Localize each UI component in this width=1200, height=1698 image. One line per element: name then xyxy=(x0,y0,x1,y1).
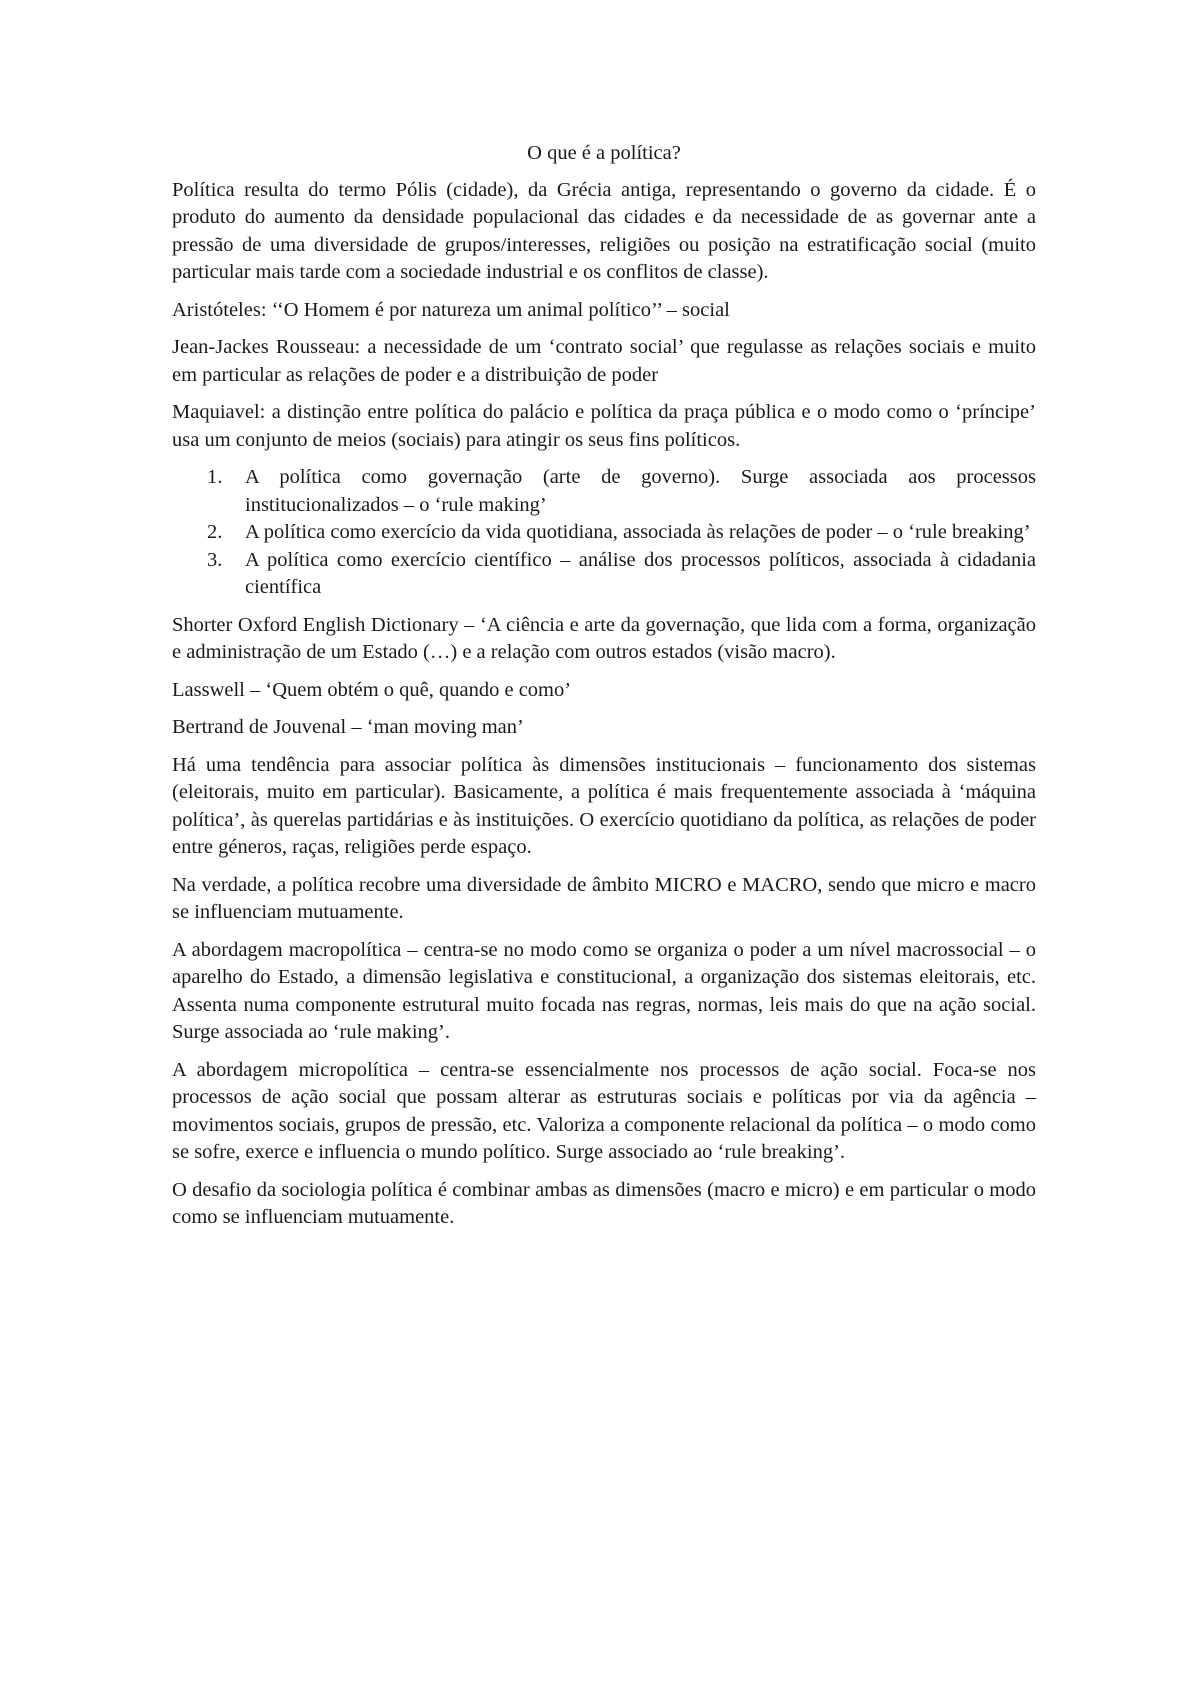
numbered-list xyxy=(172,464,1036,602)
document-page xyxy=(172,140,1036,1242)
list-item-text: A política como governação (arte de governo). Surge associada aos processos institucionalizados – o ‘rule making’ xyxy=(245,466,1036,516)
paragraph-tendencia: Há uma tendência para associar política às dimensões institucionais – funcionamento dos sistemas (eleitorais, muito em particular). Basicamente, a política é mais frequentemente associada à ‘máquina política’, às querelas partidárias e às instituições. O exercício quotidiano da política, as relações de poder entre géneros, raças, religiões perde espaço. xyxy=(172,753,1036,858)
list-item-number: 3. xyxy=(207,548,223,571)
paragraph-oxford: Shorter Oxford English Dictionary – ‘A ciência e arte da governação, que lida com a forma, organização e administração de um Estado (…) e a relação com outros estados (visão macro). xyxy=(172,613,1036,663)
paragraph-rousseau: Jean-Jackes Rousseau: a necessidade de um ‘contrato social’ que regulasse as relações sociais e muito em particular as relações de poder e a distribuição de poder xyxy=(172,336,1036,386)
paragraph-maquiavel: Maquiavel: a distinção entre política do palácio e política da praça pública e o modo como o ‘príncipe’ usa um conjunto de meios (sociais) para atingir os seus fins políticos. xyxy=(172,401,1036,451)
paragraph-micro-macro: Na verdade, a política recobre uma diversidade de âmbito MICRO e MACRO, sendo que micro e macro se influenciam mutuamente. xyxy=(172,873,1036,923)
list-item xyxy=(172,547,1036,602)
document-title: O que é a política? xyxy=(527,142,681,164)
list-item xyxy=(172,519,1036,547)
list-item-text: A política como exercício da vida quotidiana, associada às relações de poder – o ‘rule breaking’ xyxy=(245,521,1031,543)
list-item-number: 2. xyxy=(207,521,223,543)
paragraph-micropolitica: A abordagem micropolítica – centra-se essencialmente nos processos de ação social. Foca-se nos processos de ação social que possam alterar as estruturas sociais e políticas por via da agência – movimentos sociais, grupos de pressão, etc. Valoriza a componente relacional da política – o modo como se sofre, exerce e influencia o mundo político. Surge associado ao ‘rule breaking’. xyxy=(172,1058,1036,1163)
paragraph-macropolitica: A abordagem macropolítica – centra-se no modo como se organiza o poder a um nível macrossocial – o aparelho do Estado, a dimensão legislativa e constitucional, a organização dos sistemas eleitorais, etc. Assenta numa componente estrutural muito focada nas regras, normas, leis mais do que na ação social. Surge associada ao ‘rule making’. xyxy=(172,938,1036,1043)
paragraph-aristoteles: Aristóteles: ‘‘O Homem é por natureza um animal político’’ – social xyxy=(172,298,730,321)
paragraph-jouvenal: Bertrand de Jouvenal – ‘man moving man’ xyxy=(172,716,524,738)
paragraph-desafio: O desafio da sociologia política é combinar ambas as dimensões (macro e micro) e em particular o modo como se influenciam mutuamente. xyxy=(172,1178,1036,1228)
paragraph-polis: Política resulta do termo Pólis (cidade), da Grécia antiga, representando o governo da cidade. É o produto do aumento da densidade populacional das cidades e da necessidade de as governar ante a pressão de uma diversidade de grupos/interesses, religiões ou posição na estratificação social (muito particular mais tarde com a sociedade industrial e os conflitos de classe). xyxy=(172,178,1036,283)
list-item xyxy=(172,464,1036,519)
paragraph-lasswell: Lasswell – ‘Quem obtém o quê, quando e como’ xyxy=(172,678,572,701)
list-item-text: A política como exercício científico – análise dos processos políticos, associada à cidadania científica xyxy=(245,548,1036,598)
list-item-number: 1. xyxy=(207,466,223,488)
